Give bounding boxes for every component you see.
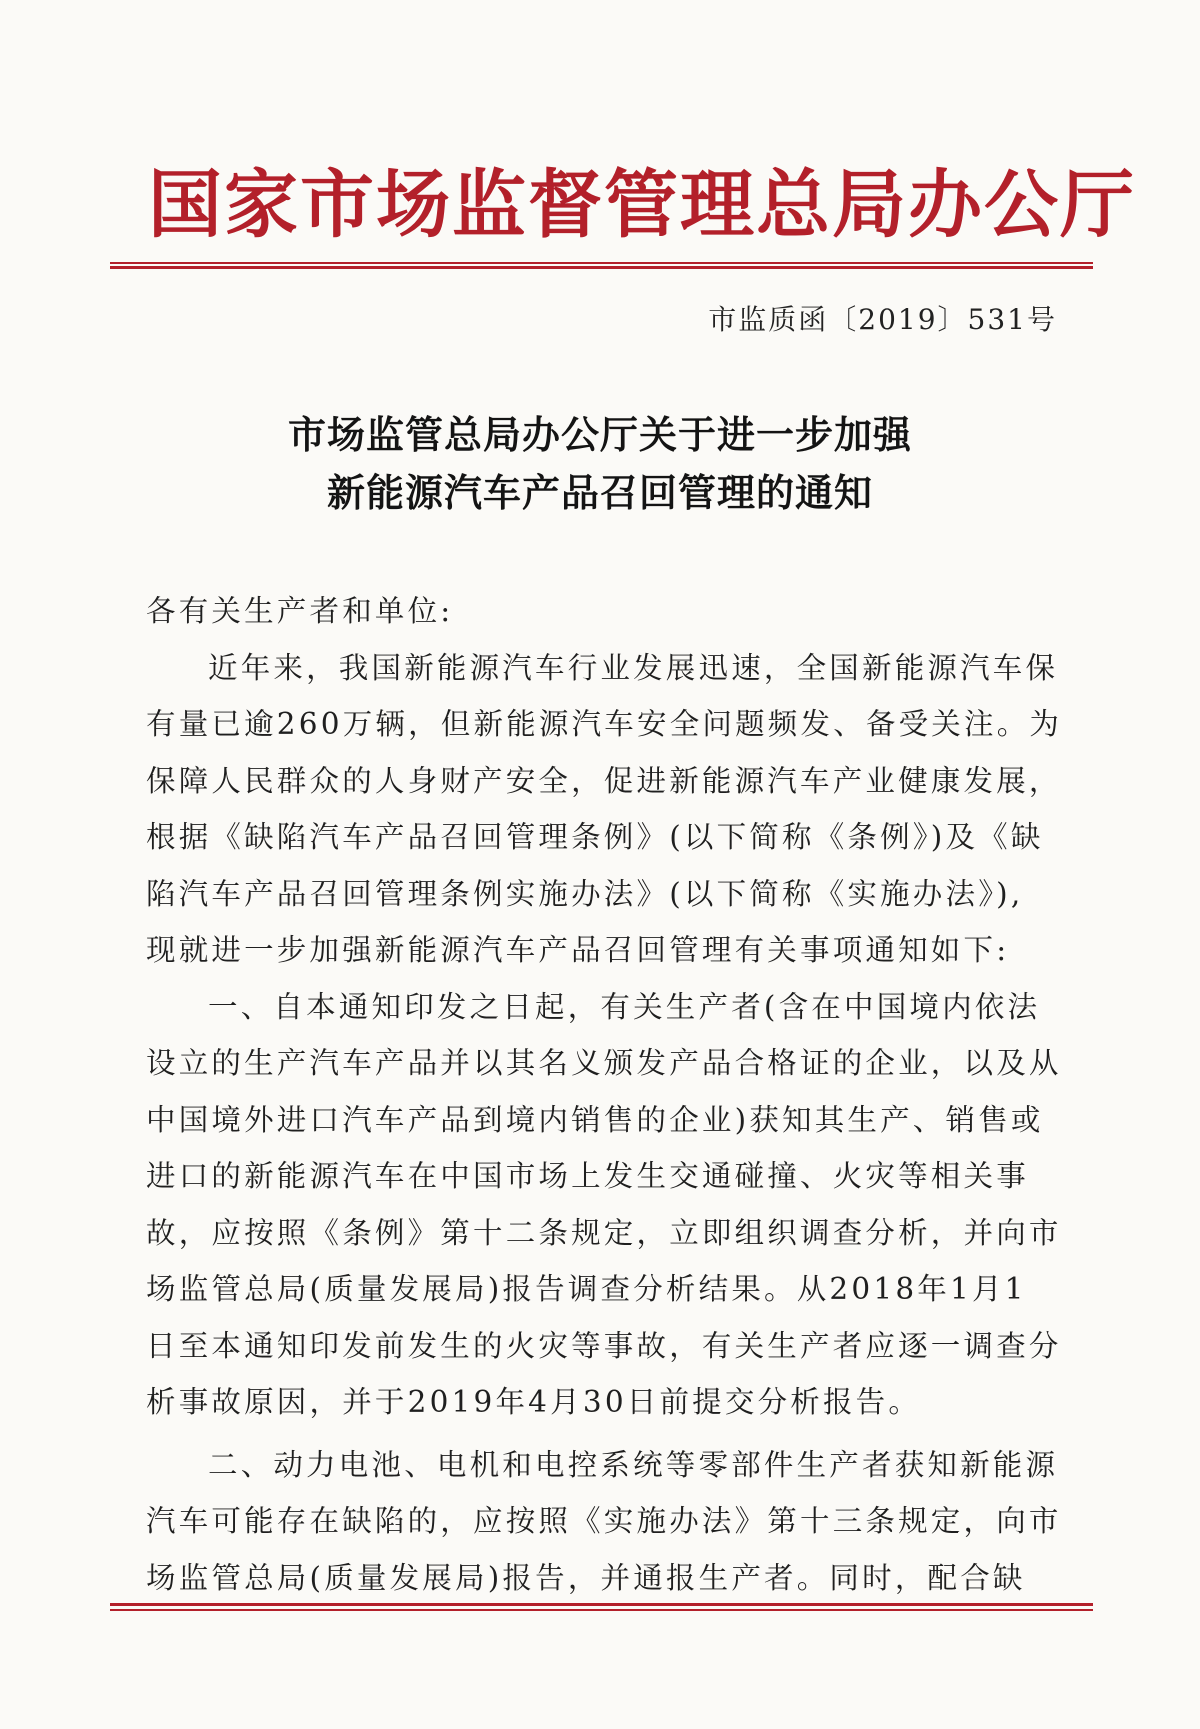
- body-line: 一、自本通知印发之日起，有关生产者(含在中国境内依法: [208, 989, 1041, 1024]
- body-line: 进口的新能源汽车在中国市场上发生交通碰撞、火灾等相关事: [146, 1159, 1029, 1193]
- document-title-line-1: 市场监管总局办公厅关于进一步加强: [287, 412, 912, 457]
- body-line: 中国境外进口汽车产品到境内销售的企业)获知其生产、销售或: [146, 1102, 1044, 1137]
- document-title-line-2: 新能源汽车产品召回管理的通知: [326, 470, 873, 515]
- body-line: 汽车可能存在缺陷的，应按照《实施办法》第十三条规定，向市: [146, 1504, 1062, 1538]
- footer-rule-thin: [110, 1609, 1093, 1611]
- body-line: 场监管总局(质量发展局)报告，并通报生产者。同时，配合缺: [146, 1560, 1026, 1595]
- body-line: 二、动力电池、电机和电控系统等零部件生产者获知新能源: [208, 1447, 1059, 1482]
- body-line: 日至本通知印发前发生的火灾等事故，有关生产者应逐一调查分: [146, 1328, 1062, 1363]
- body-line: 有量已逾260万辆，但新能源汽车安全问题频发、备受关注。为: [146, 707, 1063, 741]
- body-line: 设立的生产汽车产品并以其名义颁发产品合格证的企业，以及从: [146, 1046, 1062, 1080]
- body-line: 保障人民群众的人身财产安全，促进新能源汽车产业健康发展，: [146, 763, 1062, 798]
- body-line: 根据《缺陷汽车产品召回管理条例》(以下简称《条例》)及《缺: [146, 820, 1044, 854]
- footer-rule-thick: [110, 1603, 1093, 1606]
- body-line: 析事故原因，并于2019年4月30日前提交分析报告。: [146, 1385, 922, 1419]
- document-number: 市监质函〔2019〕531号: [708, 303, 1057, 336]
- issuer-letterhead: 国家市场监督管理总局办公厅: [148, 162, 1136, 248]
- letterhead-rule-thick: [110, 266, 1093, 269]
- salutation: 各有关生产者和单位:: [146, 594, 454, 628]
- body-line: 场监管总局(质量发展局)报告调查分析结果。从2018年1月1: [146, 1272, 1027, 1306]
- body-line: 陷汽车产品召回管理条例实施办法》(以下简称《实施办法》),: [146, 876, 1024, 911]
- body-line: 现就进一步加强新能源汽车产品召回管理有关事项通知如下:: [146, 933, 1010, 967]
- body-line: 故，应按照《条例》第十二条规定，立即组织调查分析，并向市: [146, 1215, 1062, 1250]
- document-body: [146, 583, 1063, 1606]
- body-line: 近年来，我国新能源汽车行业发展迅速，全国新能源汽车保: [208, 650, 1059, 685]
- letterhead-rule-thin: [110, 262, 1093, 264]
